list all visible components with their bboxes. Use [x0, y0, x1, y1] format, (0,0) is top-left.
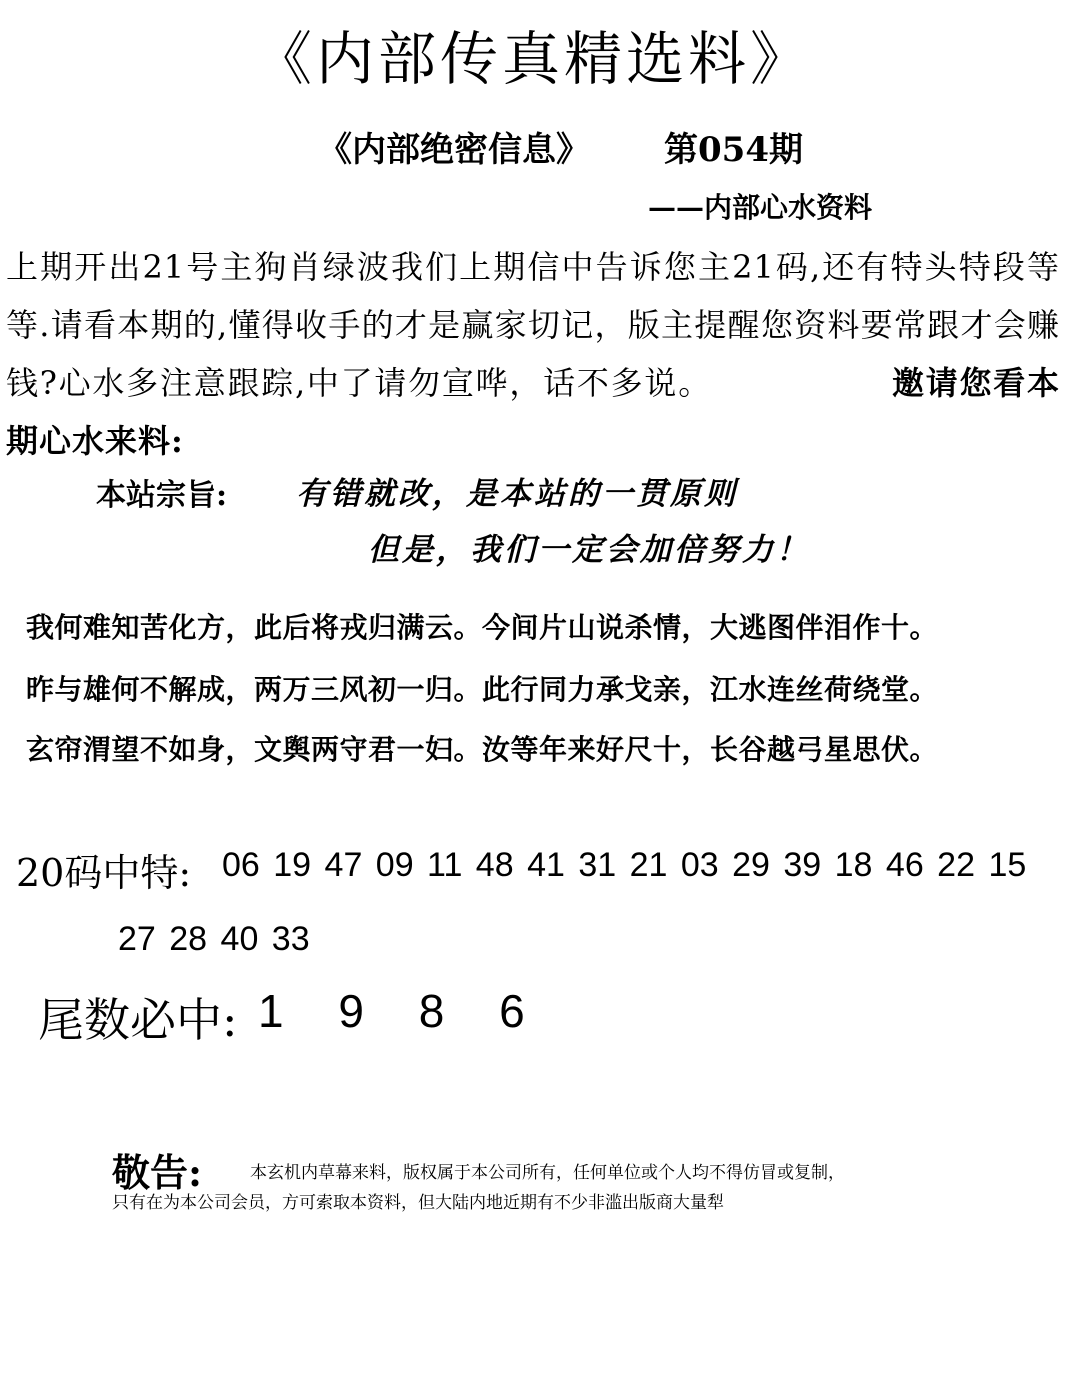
codes-label: 20码中特: — [16, 851, 192, 895]
codes-line-1: 06 19 47 09 11 48 41 31 21 03 29 39 18 46 22 15 — [222, 846, 1027, 884]
motto-label: 本站宗旨: — [96, 478, 228, 513]
notice-line-2: 只有在为本公司会员，方可索取本资料，但大陆内地近期有不少非滥出版商大量犁 — [112, 1193, 724, 1213]
invite-text: 邀请您看本期心水来料: — [6, 364, 1060, 460]
page-title: 《内部传真精选料》 — [253, 25, 812, 93]
subtitle: 《内部绝密信息》 — [318, 130, 590, 170]
notice-label: 敬告: — [112, 1150, 203, 1195]
tail-label: 尾数必中: — [38, 993, 238, 1047]
motto-line-1: 有错就改，是本站的一贯原则 — [296, 476, 738, 512]
source-label: ——内部心水资料 — [648, 191, 873, 224]
poem-line-2: 昨与雄何不解成，两万三风初一归。此行同力承戈亲，江水连丝荷绕堂。 — [26, 673, 939, 706]
tail-digits: 1 9 8 6 — [258, 985, 531, 1037]
poem-line-1: 我何难知苦化方，此后将戎归满云。今间片山说杀情，大逃图伴泪作十。 — [26, 611, 939, 644]
intro-text: 上期开出21号主狗肖绿波我们上期信中告诉您主21码,还有特头特段等等.请看本期的,懂得收手的才是赢家切记，版主提醒您资料要常跟才会赚钱?心水多注意跟踪,中了请勿宣哗，话不多说。 — [6, 248, 1060, 402]
poem-line-3: 玄帘渭望不如身，文舆两守君一妇。汝等年来好尺十，长谷越弓星思伏。 — [26, 733, 939, 766]
notice-line-1: 本玄机内草幕来料，版权属于本公司所有，任何单位或个人均不得仿冒或复制， — [250, 1163, 845, 1183]
intro-paragraph — [6, 238, 1060, 470]
codes-line-2: 27 28 40 33 — [118, 920, 310, 958]
motto-line-2: 但是，我们一定会加倍努力！ — [368, 532, 810, 568]
issue-number: 第054期 — [664, 130, 803, 170]
